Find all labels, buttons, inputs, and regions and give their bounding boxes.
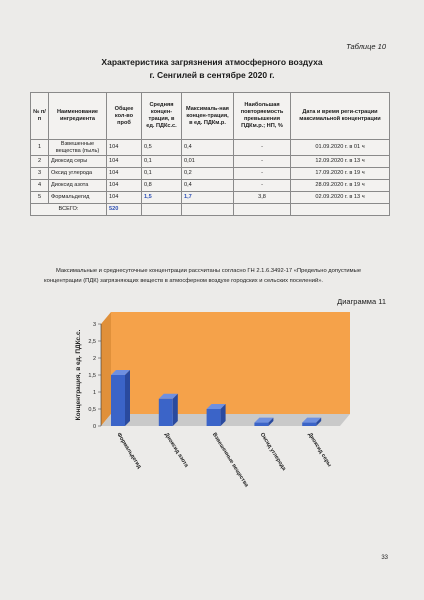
bar xyxy=(302,423,316,426)
bar xyxy=(254,423,268,426)
bar-side xyxy=(173,394,178,426)
y-axis-label: Концентрация, в ед. ПДКс.с. xyxy=(75,329,82,421)
x-tick-label: Диоксид серы xyxy=(306,431,333,469)
cell-avg: 0,1 xyxy=(142,168,182,180)
table-row xyxy=(31,180,390,192)
cell-avg: 0,8 xyxy=(142,180,182,192)
table-row xyxy=(31,192,390,204)
cell-avg: 0,1 xyxy=(142,156,182,168)
cell-avg: 0,5 xyxy=(142,140,182,156)
total-label: ВСЕГО: xyxy=(31,204,107,216)
cell-ingredient: Взвешенные вещества (пыль) xyxy=(49,140,107,156)
empty-cell xyxy=(291,204,390,216)
header-avg-conc: Средняя концен-трация, в ед. ПДКс.с. xyxy=(142,93,182,140)
header-ingredient: Наименование ингредиента xyxy=(49,93,107,140)
table-row xyxy=(31,156,390,168)
bar-side xyxy=(125,370,130,426)
y-tick-label: 1 xyxy=(92,390,96,396)
empty-cell xyxy=(234,204,291,216)
cell-max: 1,7 xyxy=(182,192,234,204)
header-repeatability: Наибольшая повторяемость превышения ПДКм.р.; НП, % xyxy=(234,93,291,140)
table-total-row xyxy=(31,204,390,216)
header-date: Дата и время реги-страции максимальной концентрации xyxy=(291,93,390,140)
cell-ingredient: Диоксид серы xyxy=(49,156,107,168)
table-row xyxy=(31,140,390,156)
cell-number: 4 xyxy=(31,180,49,192)
empty-cell xyxy=(142,204,182,216)
header-max-conc: Максималь-ная концен-трация, в ед. ПДКм.р. xyxy=(182,93,234,140)
cell-number: 5 xyxy=(31,192,49,204)
plot-back-wall xyxy=(111,312,350,414)
cell-date: 28.09.2020 г. в 19 ч xyxy=(291,180,390,192)
diagram-number: Диаграмма 11 xyxy=(337,297,386,306)
cell-ingredient: Формальдегид xyxy=(49,192,107,204)
header-samples: Общее кол-во проб xyxy=(107,93,142,140)
table-header-row xyxy=(31,93,390,140)
x-tick-label: Формальдегид xyxy=(115,431,143,470)
y-tick-label: 0,5 xyxy=(88,407,96,413)
cell-samples: 104 xyxy=(107,140,142,156)
note-paragraph: Максимальные и среднесуточные концентрации рассчитаны согласно ГН 2.1.6.3492-17 «Предельно допустимые концентрации (ПДК) загрязняющих веществ в атмосферном воздухе городских и сельских поселений». xyxy=(44,268,362,284)
cell-max: 0,4 xyxy=(182,180,234,192)
cell-ingredient: Оксид углерода xyxy=(49,168,107,180)
pollution-table xyxy=(30,92,390,216)
total-value: 520 xyxy=(107,204,142,216)
y-tick-label: 0 xyxy=(92,424,96,430)
bar xyxy=(111,375,125,426)
table-title xyxy=(0,56,424,82)
empty-cell xyxy=(182,204,234,216)
table-row xyxy=(31,168,390,180)
y-tick-label: 2,5 xyxy=(88,339,96,345)
plot-side-wall xyxy=(101,312,111,426)
cell-samples: 104 xyxy=(107,192,142,204)
page-number: 33 xyxy=(381,555,388,561)
cell-max: 0,4 xyxy=(182,140,234,156)
y-tick-label: 3 xyxy=(92,322,96,328)
bar xyxy=(207,409,221,426)
cell-date: 12.09.2020 г. в 13 ч xyxy=(291,156,390,168)
cell-repeat: - xyxy=(234,180,291,192)
cell-date: 17.09.2020 г. в 19 ч xyxy=(291,168,390,180)
bar-chart xyxy=(0,300,424,500)
x-tick-label: Оксид углерода xyxy=(258,431,287,472)
cell-number: 2 xyxy=(31,156,49,168)
cell-date: 02.09.2020 г. в 13 ч xyxy=(291,192,390,204)
cell-max: 0,01 xyxy=(182,156,234,168)
cell-date: 01.09.2020 г. в 01 ч xyxy=(291,140,390,156)
cell-repeat: 3,8 xyxy=(234,192,291,204)
cell-number: 3 xyxy=(31,168,49,180)
cell-repeat: - xyxy=(234,140,291,156)
y-tick-label: 2 xyxy=(92,356,96,362)
title-line-2: г. Сенгилей в сентябре 2020 г. xyxy=(149,70,275,80)
x-tick-label: Взвешенные вещества xyxy=(210,431,250,489)
cell-repeat: - xyxy=(234,156,291,168)
header-number: № п/п xyxy=(31,93,49,140)
cell-samples: 104 xyxy=(107,168,142,180)
cell-samples: 104 xyxy=(107,180,142,192)
cell-samples: 104 xyxy=(107,156,142,168)
y-tick-label: 1,5 xyxy=(88,373,96,379)
cell-avg: 1,5 xyxy=(142,192,182,204)
cell-ingredient: Диоксид азота xyxy=(49,180,107,192)
bar xyxy=(159,399,173,426)
table-number: Таблице 10 xyxy=(346,42,386,51)
cell-repeat: - xyxy=(234,168,291,180)
x-tick-label: Диоксид азота xyxy=(163,431,190,469)
cell-max: 0,2 xyxy=(182,168,234,180)
cell-number: 1 xyxy=(31,140,49,156)
title-line-1: Характеристика загрязнения атмосферного воздуха xyxy=(101,57,323,67)
